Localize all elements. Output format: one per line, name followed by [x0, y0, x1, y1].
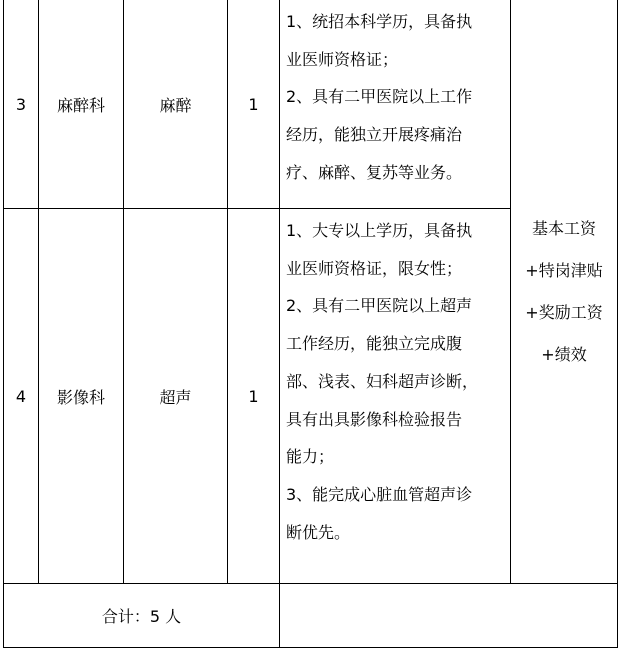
requirement-line: 3、能完成心脏血管超声诊 [286, 484, 473, 504]
total-label: 合计：5 人 [101, 607, 182, 626]
table-border-bottom [3, 647, 618, 648]
requirement-line: 工作经历，能独立完成腹 [286, 334, 463, 354]
requirement-line: 具有出具影像科检验报告 [286, 409, 463, 429]
requirement-line: 2、具有二甲医院以上工作 [286, 87, 473, 107]
table-border-right [617, 0, 618, 648]
salary-line: 基本工资 [531, 219, 596, 238]
row-4-department: 影像科 [56, 387, 105, 407]
requirement-line: 断优先。 [286, 522, 351, 542]
requirement-line: 1、统招本科学历，具备执 [286, 12, 473, 31]
requirement-line: 业医师资格证； [286, 49, 399, 69]
row-4-number: 4 [15, 386, 27, 406]
salary-line [511, 250, 617, 292]
row-3-count: 1 [248, 94, 259, 114]
salary-line: +绩效 [541, 345, 587, 364]
table-border-col4 [279, 0, 280, 648]
requirement-line: 部、浅表、妇科超声诊断， [286, 371, 479, 391]
row-4-position: 超声 [159, 387, 192, 407]
requirement-line: 2、具有二甲医院以上超声 [286, 296, 473, 316]
requirement-line: 经历，能独立开展疼痛治 [286, 125, 463, 145]
row-3-position: 麻醉 [159, 95, 192, 115]
salary-line-text: +特岗津贴 [525, 261, 603, 280]
total-empty-cell [280, 584, 617, 647]
requirement-line: 业医师资格证，限女性； [286, 258, 463, 278]
salary-description [511, 208, 617, 376]
requirement-line: 1、大专以上学历，具备执 [286, 221, 473, 240]
row-4-requirements [286, 212, 508, 551]
requirement-line: 能力； [286, 447, 335, 467]
row-4-count: 1 [248, 386, 259, 406]
row-3-number: 3 [15, 94, 27, 114]
row-3-requirements [286, 3, 508, 192]
row-3-department: 麻醉科 [56, 95, 105, 115]
requirement-line: 疗、麻醉、复苏等业务。 [286, 162, 463, 182]
salary-line: +奖励工资 [525, 303, 603, 322]
